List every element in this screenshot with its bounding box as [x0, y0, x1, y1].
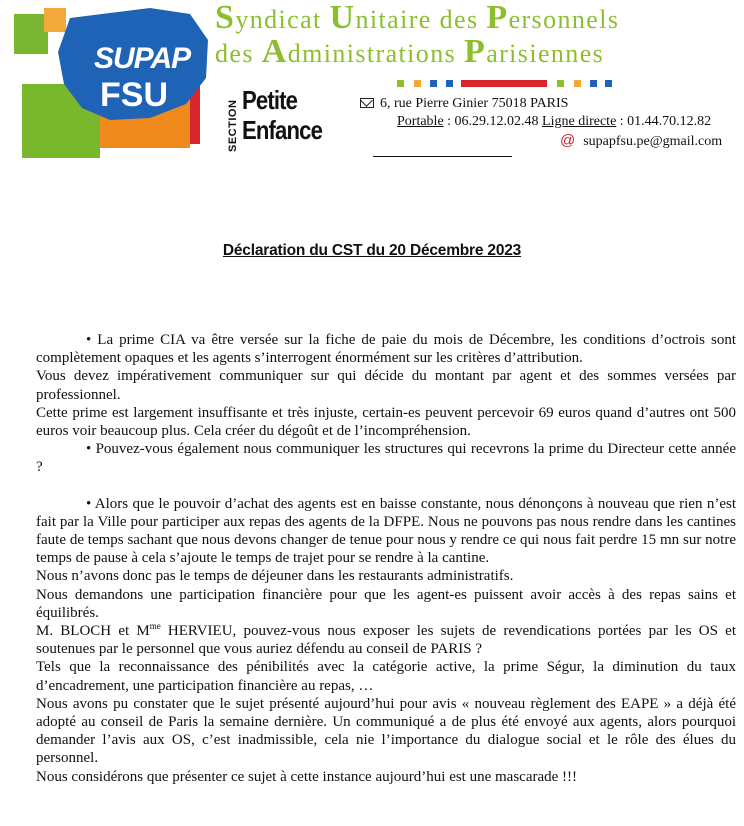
phone-line — [397, 114, 711, 130]
email-line — [560, 132, 722, 150]
paragraph-question-officials: M. BLOCH et $M^{me}$ HERVIEU, pouvez-vous nous exposer les sujets de revendications portées par les OS et soutenues par le personnel que vous auriez défendu au conseil de PARIS ? — [36, 621, 736, 658]
direct-number: : 01.44.70.12.82 — [616, 114, 712, 129]
paragraph-demands: Tels que la reconnaissance des pénibilités avec la catégorie active, la prime Ségur, la diminution du taux d’encadrement, une participation financière au repas, … — [36, 659, 736, 694]
paragraph-communication: Vous devez impérativement communiquer sur qui décide du montant par agent et des sommes versées par professionnel. — [36, 368, 736, 403]
declaration-body — [36, 331, 736, 786]
section-name-line2: Enfance — [242, 115, 323, 145]
address-text: 6, rue Pierre Ginier 75018 PARIS — [380, 96, 569, 111]
org-title-line1: Syndicat Unitaire des Personnels — [215, 0, 620, 36]
paragraph-director-bonus: • Pouvez-vous également nous communiquer les structures qui recevrons la prime du Directeur cette année ? — [36, 441, 736, 476]
address-line — [360, 96, 568, 112]
section-name-line1: Petite — [242, 85, 298, 115]
org-title-line2: des Administrations Parisiennes — [215, 33, 605, 70]
supap-fsu-logo — [0, 0, 230, 160]
logo-supap-text: SUPAP — [94, 42, 191, 75]
paragraph-insufficient: Cette prime est largement insuffisante et très injuste, certain-es peuvent percevoir 69 euros quand d’autres ont 500 euros voir beaucoup plus. Cela créer du dégoût et de l’incompréhension. — [36, 404, 736, 440]
direct-label: Ligne directe — [542, 114, 617, 129]
paragraph-eape-regulation: Nous avons pu constater que le sujet présenté aujourd’hui pour avis « nouveau règlement des EAPE » a déjà été adopté au conseil de Paris la semaine dernière. Un communiqué a de plus été envoyé aux agents, alors pourquoi demander l’avis aux OS, c’est inadmissible, cela nie l’importance du dialogue social et le rôle des élues du personnel. — [36, 695, 736, 767]
paragraph-cia-bonus: • La prime CIA va être versée sur la fiche de paie du mois de Décembre, les conditions d’octrois sont complètement opaques et les agents s’interrogent énormément sur les critères d’attribution. — [36, 332, 736, 367]
email-address[interactable]: supapfsu.pe@gmail.com — [583, 134, 723, 149]
mobile-number: : 06.29.12.02.48 — [443, 114, 543, 129]
envelope-icon — [360, 98, 374, 108]
at-sign-icon: @ — [560, 132, 576, 149]
logo-fsu-text: FSU — [100, 76, 168, 114]
paragraph-meals: • Alors que le pouvoir d’achat des agents est en baisse constante, nous dénonçons à nouveau que rien n’est fait par la Ville pour participer aux repas des agents de la DFPE. Nous ne pouvons pas nous rendre dans les cantines faute de temps sachant que nous devons changer de tenue pour nous y rendre ce qui nous fait perdre 15 mn sur notre temps de pause à cela s’ajoute le temps de trajet pour se rendre à la cantine. — [36, 495, 736, 567]
declaration-title: Déclaration du CST du 20 Décembre 2023 — [222, 242, 522, 259]
separator-line — [373, 156, 512, 157]
paragraph-no-time: Nous n’avons donc pas le temps de déjeuner dans les restaurants administratifs. — [36, 568, 514, 585]
paragraph-financial-participation: Nous demandons une participation financière pour que les agent-es puissent avoir accès à des repas sains et équilibrés. — [36, 586, 736, 621]
spacer — [36, 477, 736, 495]
paragraph-conclusion: Nous considérons que présenter ce sujet à cette instance aujourd’hui est une mascarade !!! — [36, 768, 578, 785]
mobile-label: Portable — [397, 114, 444, 129]
section-label: SECTION — [227, 99, 239, 152]
